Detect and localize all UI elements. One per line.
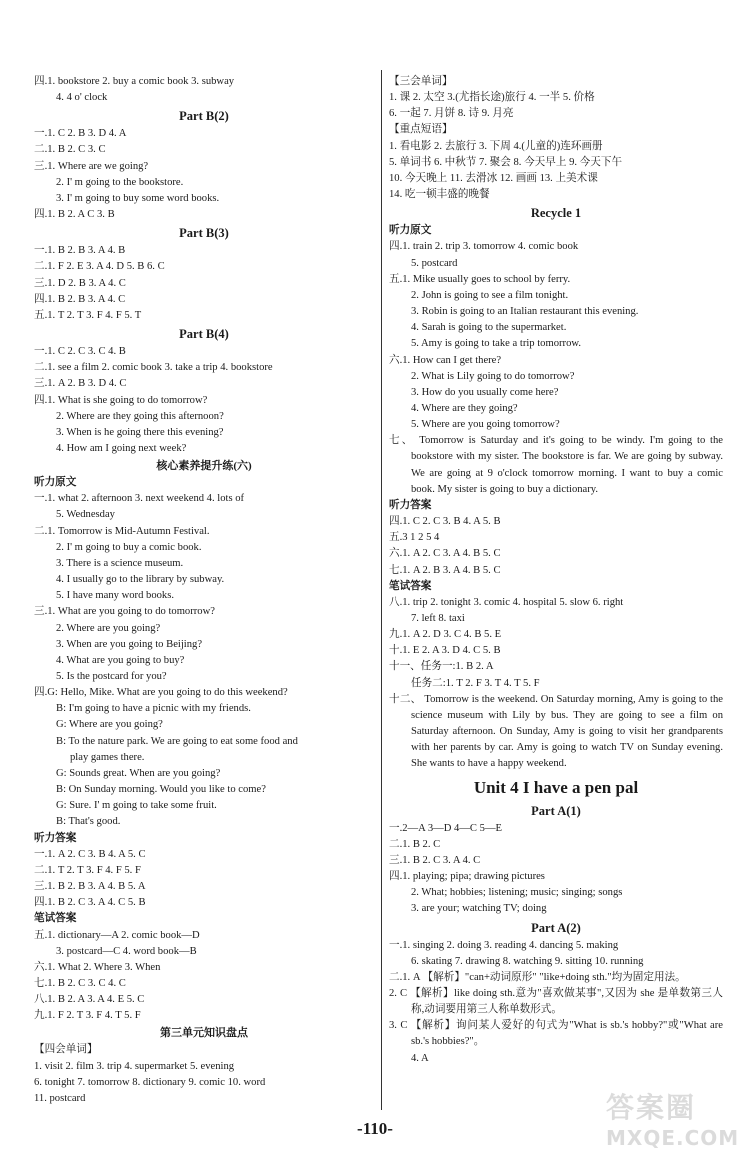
subsection-label: 听力原文 <box>34 477 77 489</box>
subsection-label: 听力原文 <box>389 225 432 237</box>
answer-line: 1. 看电影 2. 去旅行 3. 下周 4.(儿童的)连环画册 <box>389 140 603 152</box>
section-title: Part A(2) <box>531 920 581 935</box>
answer-line: 五.3 1 2 5 4 <box>389 532 440 544</box>
answer-line: 2. I' m going to buy a comic book. <box>56 541 202 553</box>
answer-line: 6. skating 7. drawing 8. watching 9. sitting 10. running <box>411 955 644 967</box>
answer-line: 4. How am I going next week? <box>56 442 187 454</box>
answer-line: 六.1. What 2. Where 3. When <box>34 961 161 973</box>
answer-line: 二.1. see a film 2. comic book 3. take a trip 4. bookstore <box>34 362 273 374</box>
answer-line: 二.1. B 2. C <box>389 838 441 850</box>
unit-title: Unit 4 I have a pen pal <box>473 777 639 797</box>
answer-line: 四.1. B 2. B 3. A 4. C <box>34 293 126 305</box>
answer-paragraph: 3. C 【解析】询问某人爱好的句式为"What is sb.'s hobby?"或"What are sb.'s hobbies?"。 <box>389 1020 723 1048</box>
section-title: Recycle 1 <box>530 206 582 221</box>
answer-line: 三.1. What are you going to do tomorrow? <box>34 606 215 618</box>
answer-line: 六.1. How can I get there? <box>389 354 502 366</box>
answer-line: 六.1. A 2. C 3. A 4. B 5. C <box>389 548 501 560</box>
answer-line: 【四会单词】 <box>34 1044 98 1056</box>
answer-paragraph: 七、 Tomorrow is Saturday and it's going to be windy. I'm going to the bookstore with my sister. The bookstore is far. We are going by subway. We are going at 9 o'clock tomorrow morning. I want to buy a comic book. My sister is going to buy a dictionary. <box>389 435 723 495</box>
answer-line: 四.1. bookstore 2. buy a comic book 3. subway <box>34 76 235 87</box>
answer-line: 二.1. B 2. C 3. C <box>34 144 106 156</box>
section-title: Part B(3) <box>179 226 229 241</box>
answer-line: 1. 课 2. 太空 3.(尤指长途)旅行 4. 一半 5. 价格 <box>389 92 595 104</box>
answer-line: 七.1. B 2. C 3. C 4. C <box>34 977 126 989</box>
answer-line: 3. postcard—C 4. word book—B <box>56 945 197 957</box>
answer-line: 4. 4 o' clock <box>56 92 108 104</box>
answer-line: 一.1. B 2. B 3. A 4. B <box>34 245 126 257</box>
answer-line: 14. 吃一顿丰盛的晚餐 <box>389 189 490 201</box>
answer-line: 九.1. A 2. D 3. C 4. B 5. E <box>389 629 502 641</box>
answer-line: 十一、任务一:1. B 2. A <box>389 661 494 673</box>
answer-line: 5. postcard <box>411 257 458 269</box>
answer-line: 【三会单词】 <box>389 76 453 87</box>
section-title: Part A(1) <box>531 803 581 818</box>
answer-line: 一.1. C 2. C 3. C 4. B <box>34 346 126 358</box>
answer-line: 三.1. B 2. B 3. A 4. B 5. A <box>34 881 146 893</box>
answer-line: 三.1. B 2. C 3. A 4. C <box>389 854 481 866</box>
answer-line: B: That's good. <box>56 816 121 828</box>
answer-line: 5. Amy is going to take a trip tomorrow. <box>411 338 581 350</box>
answer-line: 3. When are you going to Beijing? <box>56 638 203 650</box>
answer-line: B: I'm going to have a picnic with my friends. <box>56 703 251 715</box>
answer-line: B: To the nature park. We are going to eat some food and <box>56 735 298 747</box>
answer-line: 五.1. dictionary—A 2. comic book—D <box>34 929 200 941</box>
answer-line: 4. A <box>411 1052 429 1064</box>
answer-line: 2. I' m going to the bookstore. <box>56 176 184 188</box>
answer-line: 2. What is Lily going to do tomorrow? <box>411 370 575 382</box>
answer-paragraph: 十二、 Tomorrow is the weekend. On Saturday morning, Amy is going to the science museum with Lily by bus. They are going to see a film on Saturday afternoon. On Sunday, Amy is going to visit her grandparents with her parents by car. Amy is going to watch TV on Sunday evening. She wants to have a happy weekend. <box>389 693 723 770</box>
answer-line: 3. Robin is going to an Italian restaurant this evening. <box>411 306 639 318</box>
answer-line: 七.1. A 2. B 3. A 4. B 5. C <box>389 564 501 576</box>
answer-line: 5. I have many word books. <box>56 590 174 602</box>
answer-line: 3. There is a science museum. <box>56 557 184 569</box>
answer-line: 3. How do you usually come here? <box>411 386 559 398</box>
answer-line: 四.1. B 2. C 3. A 4. C 5. B <box>34 897 146 909</box>
right-column <box>389 74 723 1067</box>
answer-line: 2. John is going to see a film tonight. <box>411 289 569 301</box>
answer-line: 3. are your; watching TV; doing <box>411 903 547 915</box>
answer-line: 四.1. playing; pipa; drawing pictures <box>389 871 545 883</box>
answer-line: 1. visit 2. film 3. trip 4. supermarket 5. evening <box>34 1060 235 1072</box>
page-number: -110- <box>357 1119 393 1138</box>
answer-line: 五.1. Mike usually goes to school by ferry. <box>389 273 571 285</box>
answer-line: 6. 一起 7. 月饼 8. 诗 9. 月亮 <box>389 108 514 120</box>
answer-line: 三.1. A 2. B 3. D 4. C <box>34 378 127 390</box>
answer-line: 二.1. T 2. T 3. F 4. F 5. F <box>34 864 141 876</box>
answer-line: 五.1. T 2. T 3. F 4. F 5. T <box>34 309 142 321</box>
answer-line: 5. Where are you going tomorrow? <box>411 419 560 431</box>
subsection-label: 笔试答案 <box>389 580 432 592</box>
answer-line: 6. tonight 7. tomorrow 8. dictionary 9. comic 10. word <box>34 1076 266 1088</box>
answer-line: G: Where are you going? <box>56 719 163 731</box>
answer-line: play games there. <box>70 751 145 763</box>
answer-line: 三.1. D 2. B 3. A 4. C <box>34 277 126 289</box>
answer-line: 11. postcard <box>34 1092 86 1104</box>
answer-line: 二.1. Tomorrow is Mid-Autumn Festival. <box>34 525 210 537</box>
answer-line: 二.1. F 2. E 3. A 4. D 5. B 6. C <box>34 261 165 273</box>
answer-line: 一.1. what 2. afternoon 3. next weekend 4. lots of <box>34 493 245 505</box>
answer-line: 一.2—A 3—D 4—C 5—E <box>389 822 503 834</box>
answer-line: 4. Sarah is going to the supermarket. <box>411 322 567 334</box>
answer-line: G: Sounds great. When are you going? <box>56 767 221 779</box>
watermark-text-cn: 答案圈 <box>606 1091 697 1124</box>
section-title: Part B(2) <box>179 109 229 124</box>
answer-line: 一.1. singing 2. doing 3. reading 4. dancing 5. making <box>389 939 619 951</box>
column-divider <box>381 70 382 1110</box>
answer-line: 一.1. C 2. B 3. D 4. A <box>34 128 127 140</box>
answer-line: 三.1. Where are we going? <box>34 160 149 172</box>
subsection-label: 听力答案 <box>34 832 77 844</box>
answer-line: 十.1. E 2. A 3. D 4. C 5. B <box>389 645 501 657</box>
answer-line: 10. 今天晚上 11. 去滑冰 12. 画画 13. 上美术课 <box>389 172 598 184</box>
answer-line: 任务二:1. T 2. F 3. T 4. T 5. F <box>411 677 540 689</box>
answer-line: 4. Where are they going? <box>411 402 518 414</box>
answer-line: 【重点短语】 <box>389 124 453 136</box>
answer-line: 四.1. train 2. trip 3. tomorrow 4. comic book <box>389 241 579 253</box>
answer-line: 4. What are you going to buy? <box>56 654 185 666</box>
answer-line: 2. Where are you going? <box>56 622 161 634</box>
answer-line: 四.1. C 2. C 3. B 4. A 5. B <box>389 516 501 528</box>
answer-line: 九.1. F 2. T 3. F 4. T 5. F <box>34 1010 141 1022</box>
watermark-logo <box>606 1086 740 1150</box>
answer-line: B: On Sunday morning. Would you like to come? <box>56 784 266 796</box>
answer-line: 四.1. B 2. A C 3. B <box>34 209 115 221</box>
answer-line: 八.1. B 2. A 3. A 4. E 5. C <box>34 994 145 1006</box>
answer-line: 3. When is he going there this evening? <box>56 426 224 438</box>
left-column <box>34 74 374 1107</box>
answer-paragraph: 二.1. A 【解析】"can+动词原形" "like+doing sth."均为固定用法。 <box>389 971 686 983</box>
answer-line: 4. I usually go to the library by subway. <box>56 574 225 586</box>
section-title: 第三单元知识盘点 <box>160 1027 248 1040</box>
answer-line: 5. 单词书 6. 中秋节 7. 聚会 8. 今天早上 9. 今天下午 <box>389 156 623 168</box>
answer-line: 四.G: Hello, Mike. What are you going to do this weekend? <box>34 687 288 699</box>
answer-line: 2. What; hobbies; listening; music; singing; songs <box>411 887 623 899</box>
subsection-label: 听力答案 <box>389 499 432 511</box>
answer-line: G: Sure. I' m going to take some fruit. <box>56 800 217 812</box>
subsection-label: 笔试答案 <box>34 913 77 925</box>
answer-paragraph: 2. C 【解析】like doing sth.意为"喜欢做某事",又因为 she 是单数第三人称,动词要用第三人称单数形式。 <box>389 987 723 1016</box>
answer-line: 5. Wednesday <box>56 509 115 521</box>
answer-line: 四.1. What is she going to do tomorrow? <box>34 394 208 406</box>
section-title: Part B(4) <box>179 327 229 342</box>
answer-line: 7. left 8. taxi <box>411 613 465 624</box>
section-title: 核心素养提升练(六) <box>156 460 252 473</box>
answer-line: 八.1. trip 2. tonight 3. comic 4. hospital 5. slow 6. right <box>389 596 624 608</box>
answer-line: 一.1. A 2. C 3. B 4. A 5. C <box>34 848 146 860</box>
answer-line: 2. Where are they going this afternoon? <box>56 410 224 422</box>
watermark-text-url: MXQE.COM <box>606 1126 740 1150</box>
answer-line: 5. Is the postcard for you? <box>56 671 167 682</box>
answer-line: 3. I' m going to buy some word books. <box>56 192 220 204</box>
